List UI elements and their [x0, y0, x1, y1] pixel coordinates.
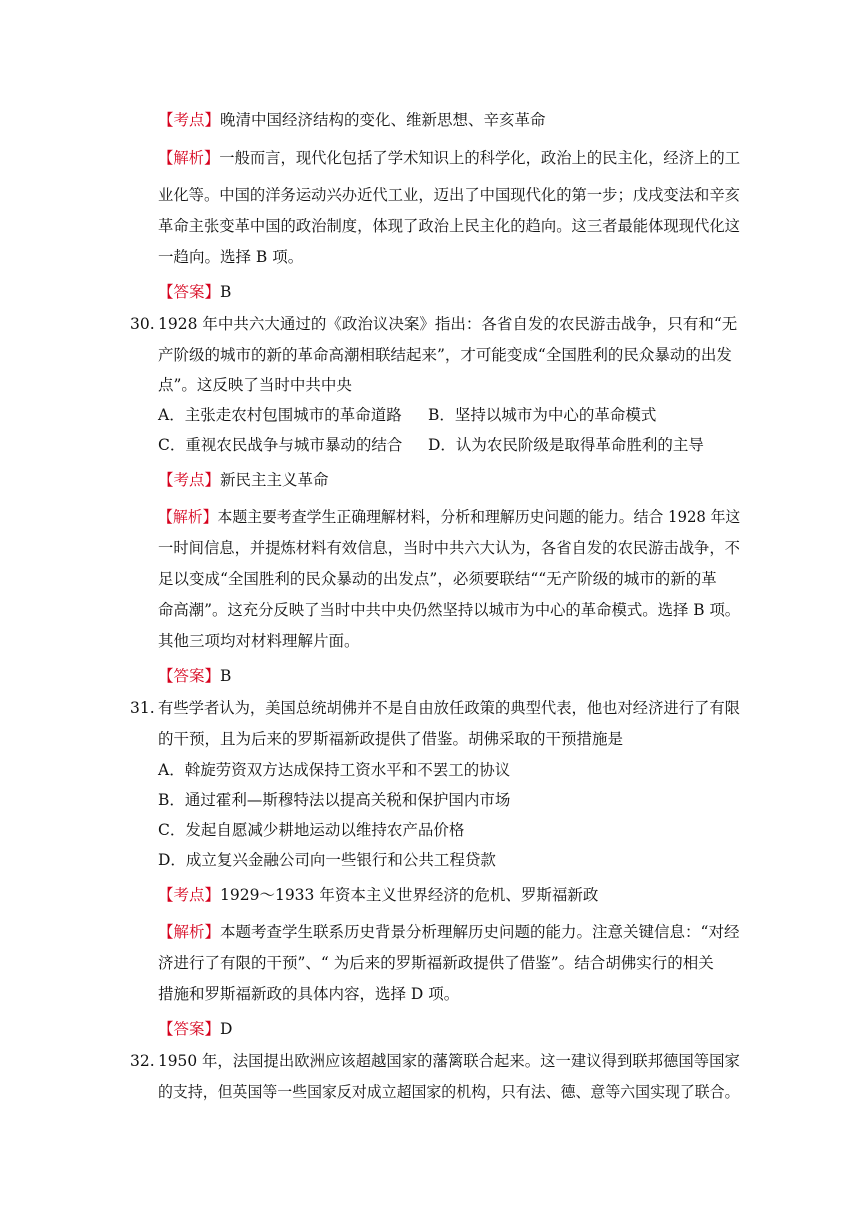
option-d: D．成立复兴金融公司向一些银行和公共工程贷款 [158, 851, 496, 869]
jiexi-line: 足以变成“全国胜利的民众暴动的出发点”，必须要联结““无产阶级的城市的新的革 [158, 570, 717, 588]
question-stem-line: 产阶级的城市的新的革命高潮相联结起来”，才可能变成“全国胜利的民众暴动的出发 [158, 346, 732, 364]
answer-value: D [220, 1020, 233, 1038]
question-stem-line: 1950 年，法国提出欧洲应该超越国家的藩篱联合起来。这一建议得到联邦德国等国家 [158, 1052, 740, 1070]
kaodian-row [158, 110, 546, 130]
question-number: 31. [130, 699, 155, 717]
jiexi-line: 业化等。中国的洋务运动兴办近代工业，迈出了中国现代化的第一步；戊戌变法和辛亥 [158, 186, 741, 204]
answer-row [158, 282, 231, 302]
answer-row [158, 666, 231, 686]
answer-value: B [220, 283, 232, 301]
option-b: B．通过霍利—斯穆特法以提高关税和保护国内市场 [158, 791, 511, 809]
jiexi-row [158, 148, 741, 168]
question-stem-line: 点”。这反映了当时中共中央 [158, 376, 352, 394]
answer-tag: 【答案】 [158, 1020, 221, 1038]
option-a: A．斡旋劳资双方达成保持工资水平和不罢工的协议 [158, 761, 511, 779]
kaodian-tag: 【考点】 [158, 471, 221, 489]
question-number: 30. [130, 315, 155, 333]
answer-tag: 【答案】 [158, 667, 221, 685]
answer-row [158, 1019, 232, 1039]
jiexi-tag: 【解析】 [158, 508, 218, 526]
jiexi-row [158, 507, 740, 527]
question-stem-line: 的支持，但英国等一些国家反对成立超国家的机构，只有法、德、意等六国实现了联合。 [158, 1083, 740, 1101]
option-b: B．坚持以城市为中心的革命模式 [428, 406, 657, 424]
kaodian-row [158, 885, 598, 905]
jiexi-line: 一般而言，现代化包括了学术知识上的科学化，政治上的民主化，经济上的工 [219, 149, 741, 167]
option-a: A．主张走农村包围城市的革命道路 [158, 406, 402, 424]
jiexi-line: 命高潮”。这充分反映了当时中共中央仍然坚持以城市为中心的革命模式。选择 B 项。 [158, 601, 741, 619]
question-stem-line: 有些学者认为，美国总统胡佛并不是自由放任政策的典型代表，他也对经济进行了有限 [158, 699, 741, 717]
question-number: 32. [130, 1052, 155, 1070]
kaodian-text: 晚清中国经济结构的变化、维新思想、辛亥革命 [220, 111, 546, 129]
kaodian-row [158, 470, 329, 490]
jiexi-tag: 【解析】 [158, 149, 220, 167]
jiexi-line: 一时间信息，并提炼材料有效信息，当时中共六大认为，各省自发的农民游击战争，不 [158, 539, 741, 557]
option-d: D．认为农民阶级是取得革命胜利的主导 [428, 436, 704, 454]
jiexi-row [158, 922, 739, 942]
kaodian-tag: 【考点】 [158, 886, 221, 904]
jiexi-tag: 【解析】 [158, 923, 221, 941]
answer-value: B [220, 667, 232, 685]
jiexi-line: 本题主要考查学生正确理解材料，分析和理解历史问题的能力。结合 1928 年这 [217, 508, 741, 526]
jiexi-line: 本题考查学生联系历史背景分析理解历史问题的能力。注意关键信息：“对经 [220, 923, 740, 941]
jiexi-line: 其他三项均对材料理解片面。 [158, 632, 360, 650]
question-stem-line: 1928 年中共六大通过的《政治议决案》指出：各省自发的农民游击战争，只有和“无 [158, 315, 738, 333]
jiexi-line: 措施和罗斯福新政的具体内容，选择 D 项。 [158, 985, 460, 1003]
option-c: C．重视农民战争与城市暴动的结合 [158, 436, 403, 454]
option-c: C．发起自愿减少耕地运动以维持农产品价格 [158, 821, 465, 839]
jiexi-line: 济进行了有限的干预”、“ 为后来的罗斯福新政提供了借鉴”。结合胡佛实行的相关 [158, 954, 714, 972]
jiexi-line: 革命主张变革中国的政治制度，体现了政治上民主化的趋向。这三者最能体现现代化这 [158, 217, 741, 235]
jiexi-line: 一趋向。选择 B 项。 [158, 248, 304, 266]
question-stem-line: 的干预，且为后来的罗斯福新政提供了借鉴。胡佛采取的干预措施是 [158, 730, 624, 748]
kaodian-text: 新民主主义革命 [220, 471, 329, 489]
kaodian-text: 1929～1933 年资本主义世界经济的危机、罗斯福新政 [220, 886, 599, 904]
kaodian-tag: 【考点】 [158, 111, 221, 129]
answer-tag: 【答案】 [158, 283, 221, 301]
